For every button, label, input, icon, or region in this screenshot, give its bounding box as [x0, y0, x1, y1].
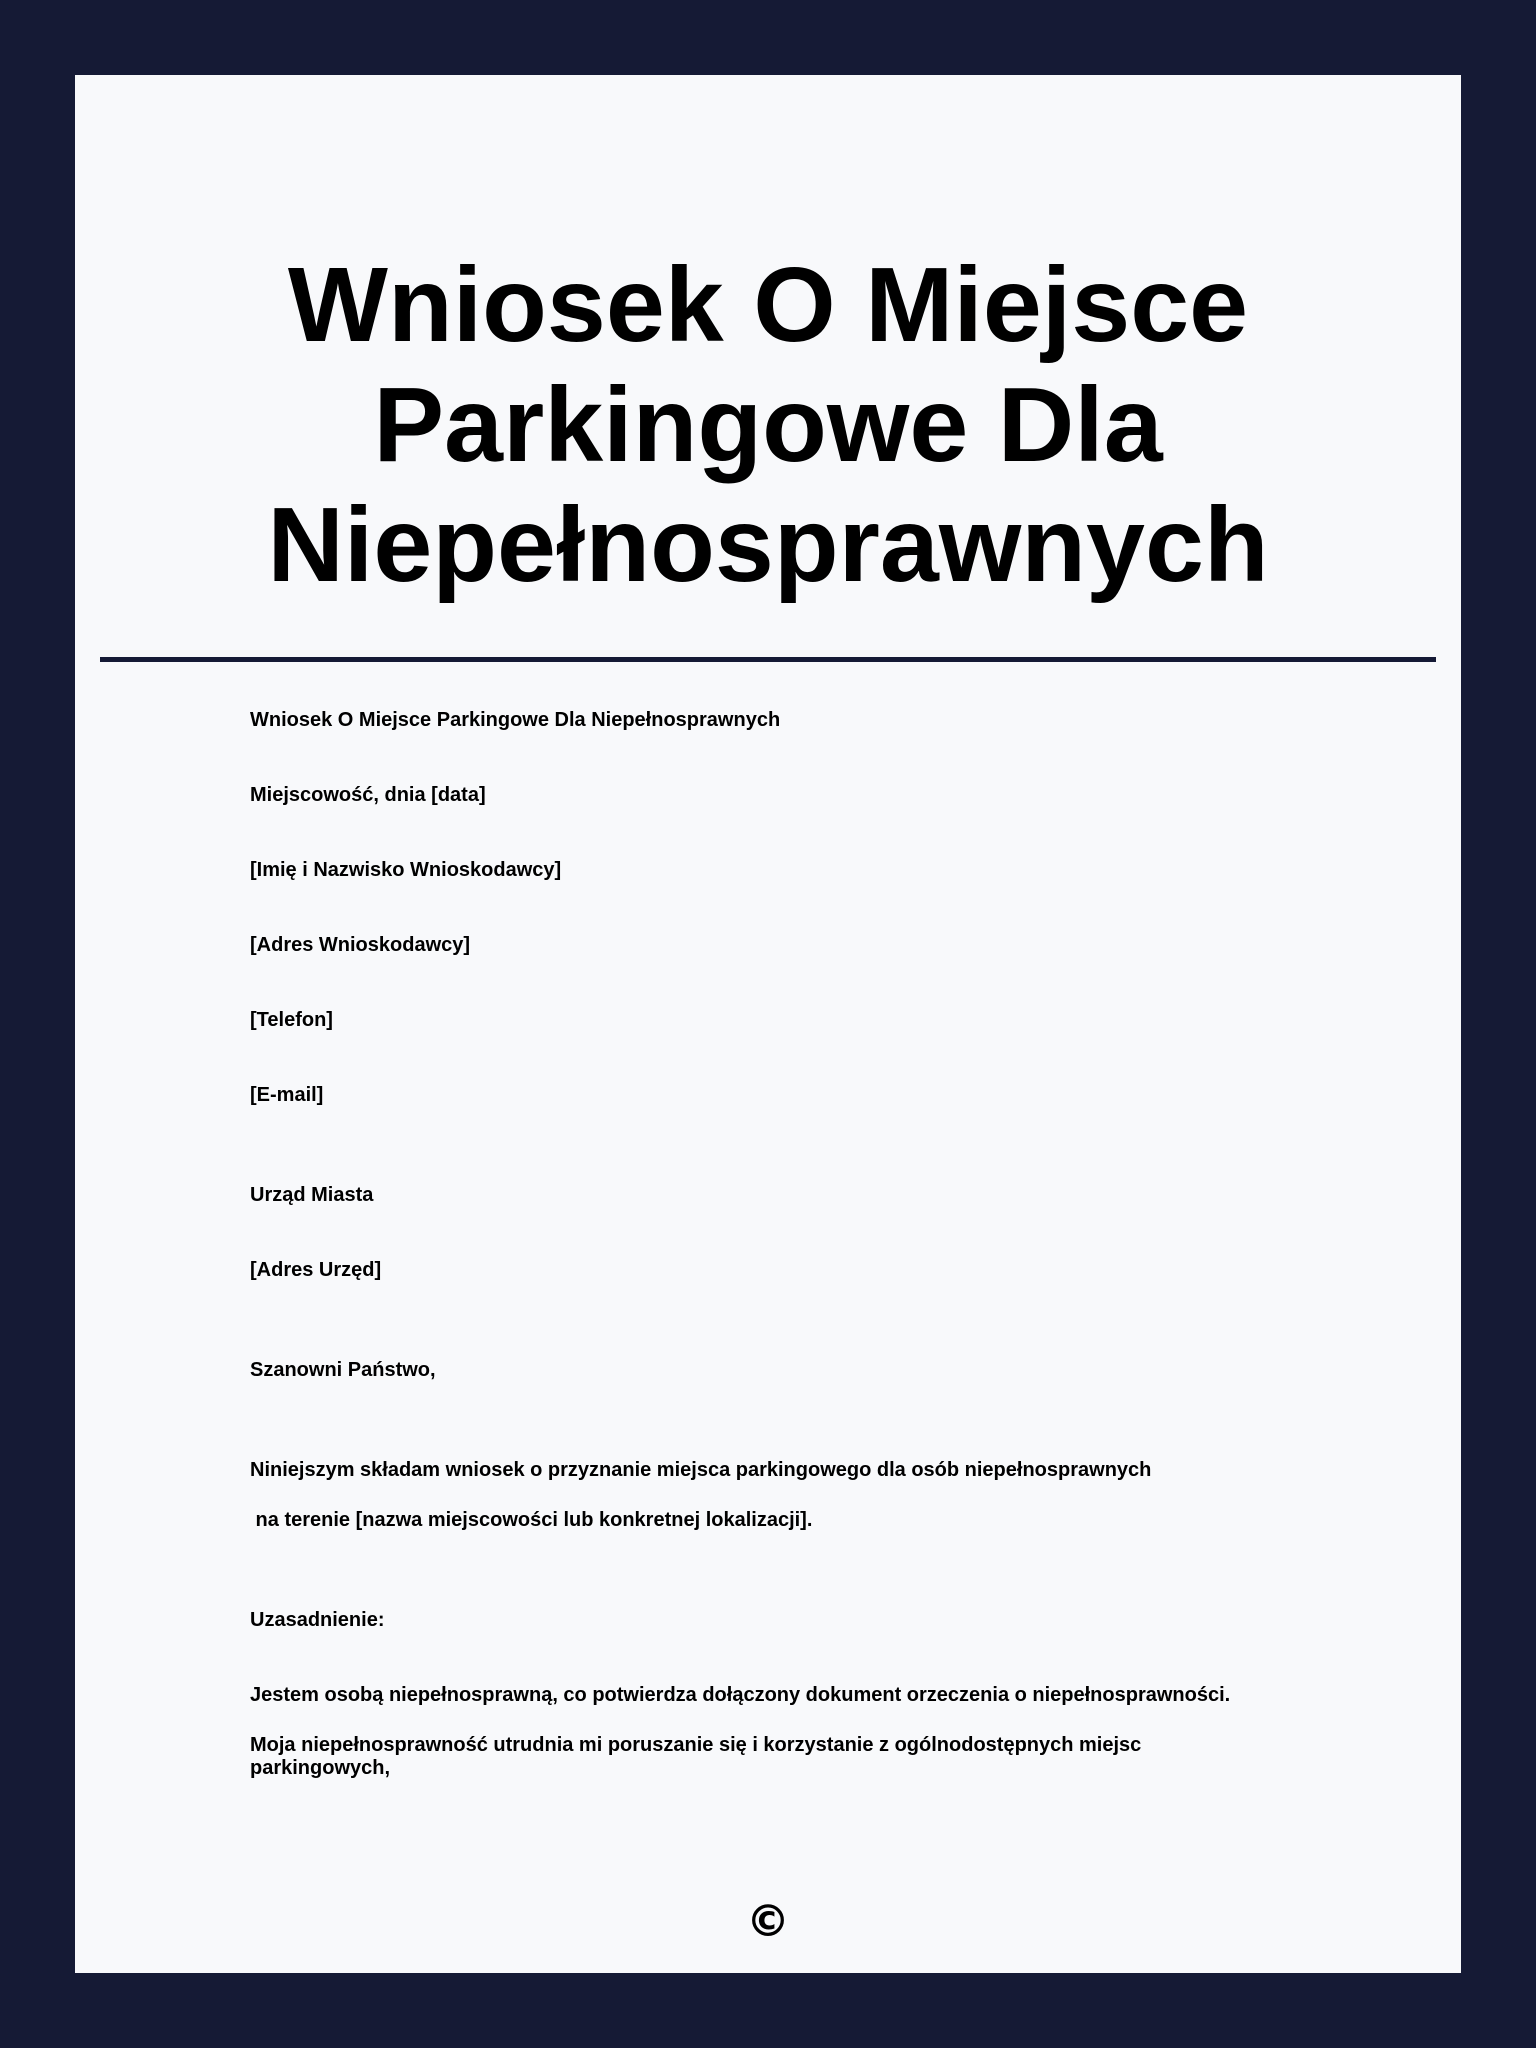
copyright-symbol: © — [746, 1896, 790, 1947]
applicant-name-line: [Imię i Nazwisko Wnioskodawcy] — [250, 859, 562, 881]
phone-line: [Telefon] — [250, 1009, 333, 1031]
office-name-line: Urząd Miasta — [250, 1184, 374, 1206]
email-line: [E-mail] — [250, 1084, 324, 1106]
body-heading: Wniosek O Miejsce Parkingowe Dla Niepełnosprawnych — [250, 709, 781, 731]
title-block — [75, 245, 1461, 605]
salutation-line: Szanowni Państwo, — [250, 1359, 436, 1381]
office-address-line: [Adres Urzęd] — [250, 1259, 382, 1281]
justification-heading: Uzasadnienie: — [250, 1609, 385, 1631]
document-page — [75, 75, 1461, 1973]
title-divider — [100, 657, 1436, 662]
justification-line-1: Jestem osobą niepełnosprawną, co potwierdza dołączony dokument orzeczenia o niepełnosprawności. — [250, 1684, 1231, 1706]
justification-line-2: Moja niepełnosprawność utrudnia mi poruszanie się i korzystanie z ogólnodostępnych miejsc parkingowych, — [250, 1734, 1142, 1779]
request-line-2: na terenie [nazwa miejscowości lub konkretnej lokalizacji]. — [250, 1509, 813, 1531]
request-line-1: Niniejszym składam wniosek o przyznanie miejsca parkingowego dla osób niepełnosprawnych — [250, 1459, 1152, 1481]
place-date-line: Miejscowość, dnia [data] — [250, 784, 486, 806]
document-title: Wniosek O Miejsce Parkingowe Dla Niepełnosprawnych — [267, 246, 1269, 604]
applicant-address-line: [Adres Wnioskodawcy] — [250, 934, 471, 956]
